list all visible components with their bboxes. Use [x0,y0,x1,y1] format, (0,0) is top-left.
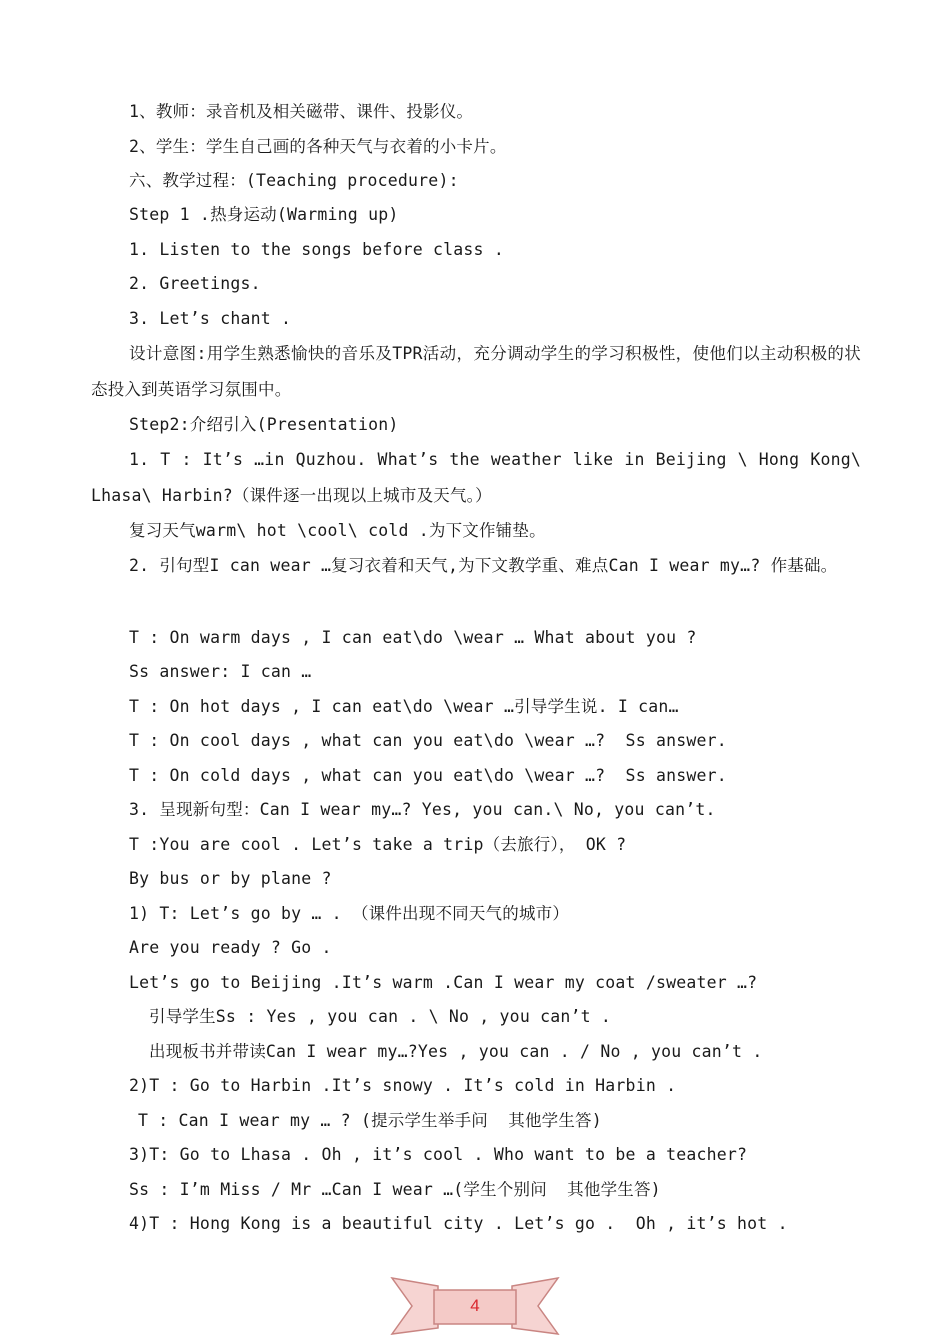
dialogue-ss-answer: Ss answer: I can … [129,662,312,681]
step1-heading: Step 1 .热身运动(Warming up) [129,205,399,224]
sub-step-3-lhasa: 3)T: Go to Lhasa . Oh , it’s cool . Who want to be a teacher? [129,1145,748,1164]
blackboard-reading: 出现板书并带读Can I wear my…?Yes , you can . / No , you can’t . [149,1042,763,1061]
dialogue-cold-days: T : On cold days , what can you eat\do \wear …? Ss answer. [129,766,727,785]
page-number: 4 [470,1296,480,1315]
dialogue-warm-days: T : On warm days , I can eat\do \wear … What about you ? [129,628,697,647]
dialogue-miss-mr: Ss : I’m Miss / Mr …Can I wear …(学生个别问 其他学生答) [129,1180,661,1199]
ribbon-right-tail [512,1278,558,1334]
ribbon-left-tail [392,1278,438,1334]
section-heading-procedure: 六、教学过程：(Teaching procedure): [129,171,459,190]
dialogue-cool-days: T : On cool days , what can you eat\do \wear …? Ss answer. [129,731,727,750]
step2-item-1-paragraph: 1. T : It’s …in Quzhou. What’s the weather like in Beijing \ Hong Kong\ Lhasa\ Harbin?（课件逐一出现以上城市及天气。） [91,450,861,505]
step1-item-3: 3. Let’s chant . [129,309,292,328]
dialogue-ready: Are you ready ? Go . [129,938,332,957]
dialogue-beijing: Let’s go to Beijing .It’s warm .Can I wear my coat /sweater …? [129,973,758,992]
materials-students: 2、学生：学生自己画的各种天气与衣着的小卡片。 [129,137,507,156]
sub-step-4-hong-kong: 4)T : Hong Kong is a beautiful city . Let’s go . Oh , it’s hot . [129,1214,788,1233]
sub-step-2-harbin: 2)T : Go to Harbin .It’s snowy . It’s cold in Harbin . [129,1076,677,1095]
dialogue-can-i-wear: T : Can I wear my … ? (提示学生举手问 其他学生答) [138,1111,602,1130]
dialogue-bus-or-plane: By bus or by plane ? [129,869,332,888]
sub-step-1: 1) T: Let’s go by … . （课件出现不同天气的城市） [129,904,570,923]
new-sentence-pattern: 3. 呈现新句型：Can I wear my…? Yes, you can.\ No, you can’t. [129,800,716,819]
dialogue-hot-days: T : On hot days , I can eat\do \wear …引导学生说. I can… [129,697,679,716]
guide-students: 引导学生Ss : Yes , you can . \ No , you can’t . [149,1007,612,1026]
step1-item-2: 2. Greetings. [129,274,261,293]
step2-heading: Step2:介绍引入(Presentation) [129,415,399,434]
weather-review: 复习天气warm\ hot \cool\ cold .为下文作铺垫。 [129,521,546,540]
dialogue-trip: T :You are cool . Let’s take a trip（去旅行）， OK ? [129,835,627,854]
step2-item-2-paragraph: 2. 引句型I can wear …复习衣着和天气,为下文教学重、难点Can I wear my…? 作基础。 [129,556,838,575]
step1-item-1: 1. Listen to the songs before class . [129,240,504,259]
design-intent-paragraph: 设计意图:用学生熟悉愉快的音乐及TPR活动，充分调动学生的学习积极性，使他们以主动积极的状态投入到英语学习氛围中。 [91,344,861,399]
materials-teacher: 1、教师：录音机及相关磁带、课件、投影仪。 [129,102,474,121]
